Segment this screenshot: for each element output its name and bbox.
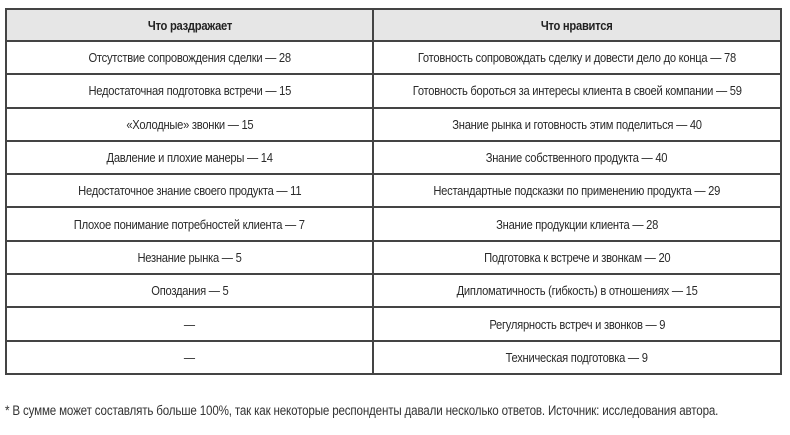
cell-likes bbox=[373, 341, 781, 374]
cell-irritates bbox=[6, 307, 373, 340]
cell-irritates bbox=[6, 241, 373, 274]
cell-text: Знание собственного продукта — 40 bbox=[486, 150, 668, 166]
survey-table bbox=[5, 8, 782, 375]
table-row bbox=[6, 341, 781, 374]
cell-irritates bbox=[6, 341, 373, 374]
table-row bbox=[6, 141, 781, 174]
cell-text: Готовность бороться за интересы клиента в своей компании — 59 bbox=[412, 83, 742, 99]
cell-likes bbox=[373, 41, 781, 74]
cell-irritates bbox=[6, 274, 373, 307]
header-row bbox=[6, 9, 781, 41]
table-row bbox=[6, 74, 781, 107]
cell-text: Знание продукции клиента — 28 bbox=[496, 216, 658, 232]
header-likes bbox=[373, 9, 781, 41]
cell-text: Подготовка к встрече и звонкам — 20 bbox=[483, 249, 671, 265]
cell-likes bbox=[373, 274, 781, 307]
table-row bbox=[6, 307, 781, 340]
cell-text: Знание рынка и готовность этим поделиться — 40 bbox=[452, 116, 702, 132]
table-row bbox=[6, 241, 781, 274]
cell-text: Опоздания — 5 bbox=[150, 283, 229, 299]
cell-text: Техническая подготовка — 9 bbox=[505, 349, 649, 365]
cell-irritates bbox=[6, 207, 373, 240]
table-row bbox=[6, 274, 781, 307]
header-label: Что раздражает bbox=[147, 17, 232, 33]
table-row bbox=[6, 174, 781, 207]
cell-likes bbox=[373, 241, 781, 274]
cell-irritates bbox=[6, 141, 373, 174]
cell-irritates bbox=[6, 74, 373, 107]
cell-text: «Холодные» звонки — 15 bbox=[125, 116, 254, 132]
cell-text: Дипломатичность (гибкость) в отношениях — 15 bbox=[456, 283, 698, 299]
cell-text: — bbox=[184, 349, 195, 365]
cell-text: — bbox=[184, 316, 195, 332]
cell-text: Отсутствие сопровождения сделки — 28 bbox=[88, 50, 291, 66]
cell-likes bbox=[373, 74, 781, 107]
cell-irritates bbox=[6, 108, 373, 141]
table-row bbox=[6, 108, 781, 141]
cell-text: Незнание рынка — 5 bbox=[137, 249, 242, 265]
cell-likes bbox=[373, 307, 781, 340]
cell-likes bbox=[373, 108, 781, 141]
cell-text: Плохое понимание потребностей клиента — 7 bbox=[74, 216, 305, 232]
cell-likes bbox=[373, 141, 781, 174]
cell-text: Давление и плохие манеры — 14 bbox=[106, 150, 273, 166]
footnote: * В сумме может составлять больше 100%, так как некоторые респонденты давали несколько ответов. Источник: исследования автора. bbox=[5, 403, 719, 418]
cell-text: Недостаточное знание своего продукта — 11 bbox=[77, 183, 302, 199]
cell-text: Недостаточная подготовка встречи — 15 bbox=[88, 83, 291, 99]
cell-text: Регулярность встреч и звонков — 9 bbox=[489, 316, 665, 332]
cell-text: Готовность сопровождать сделку и довести дело до конца — 78 bbox=[417, 50, 737, 66]
cell-text: Нестандартные подсказки по применению продукта — 29 bbox=[433, 183, 721, 199]
cell-likes bbox=[373, 174, 781, 207]
cell-irritates bbox=[6, 41, 373, 74]
header-irritates bbox=[6, 9, 373, 41]
table-row bbox=[6, 207, 781, 240]
table-row bbox=[6, 41, 781, 74]
header-label: Что нравится bbox=[541, 17, 613, 33]
cell-likes bbox=[373, 207, 781, 240]
cell-irritates bbox=[6, 174, 373, 207]
